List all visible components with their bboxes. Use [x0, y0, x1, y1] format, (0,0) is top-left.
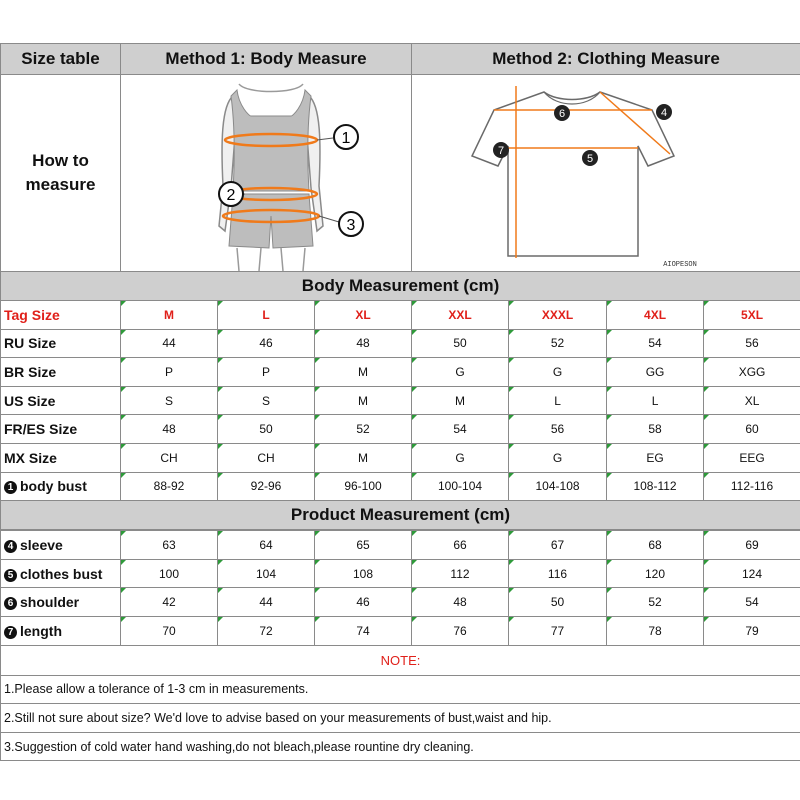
- body-measurement-row-label: [1, 358, 121, 387]
- how-to-line1: How to: [32, 151, 89, 170]
- note-row: [1, 645, 800, 675]
- product-measurement-value-cell: 77: [509, 616, 607, 645]
- body-marker-1: [317, 125, 358, 149]
- body-measurement-row-label: [1, 472, 121, 501]
- body-measurement-value-cell: G: [412, 443, 509, 472]
- body-measurement-value-cell: CH: [218, 443, 315, 472]
- body-measurement-value-cell: 56: [509, 415, 607, 444]
- body-figure-illustration: [121, 76, 459, 271]
- clothing-measure-figure: [412, 75, 800, 272]
- product-measurement-row-label-text: clothes bust: [20, 565, 103, 582]
- product-measurement-value-cell: 63: [121, 531, 218, 560]
- body-measurement-value-cell: XGG: [704, 358, 800, 387]
- body-measurement-value-cell: S: [121, 386, 218, 415]
- product-measurement-row: [1, 531, 800, 560]
- product-measurement-row-label-text: length: [20, 622, 62, 639]
- product-measurement-row: [1, 559, 800, 588]
- body-measurement-value-cell: EG: [607, 443, 704, 472]
- body-measurement-value-cell: P: [121, 358, 218, 387]
- tag-size-cell: 5XL: [704, 301, 800, 330]
- product-measurement-rows: [1, 531, 800, 645]
- product-measurement-value-cell: 72: [218, 616, 315, 645]
- product-measurement-value-cell: 116: [509, 559, 607, 588]
- product-measurement-row-label: [1, 588, 121, 617]
- body-measurement-value-cell: EEG: [704, 443, 800, 472]
- svg-text:1: 1: [341, 129, 351, 147]
- product-measurement-row: [1, 588, 800, 617]
- shirt-marker-6: [554, 105, 570, 121]
- tag-size-cell: 4XL: [607, 301, 704, 330]
- product-measurement-value-cell: 76: [412, 616, 509, 645]
- body-measurement-row: [1, 443, 800, 472]
- body-measurement-row-label-text: FR/ES Size: [4, 421, 78, 438]
- marker-number-icon: 4: [4, 540, 17, 553]
- body-measurement-value-cell: S: [218, 386, 315, 415]
- body-measurement-value-cell: XL: [704, 386, 800, 415]
- product-measurement-value-cell: 68: [607, 531, 704, 560]
- brand-label: AIOPESON: [663, 260, 697, 269]
- svg-text:7: 7: [497, 144, 505, 157]
- product-measurement-value-cell: 65: [315, 531, 412, 560]
- product-measurement-value-cell: 46: [315, 588, 412, 617]
- body-measurement-row-label-text: RU Size: [4, 335, 57, 352]
- body-measurement-row-label: [1, 443, 121, 472]
- product-measurement-header: [1, 501, 800, 530]
- tag-size-cell: M: [121, 301, 218, 330]
- body-measurement-value-cell: 108-112: [607, 472, 704, 501]
- body-measurement-title: Body Measurement (cm): [1, 272, 800, 301]
- body-measurement-value-cell: 48: [121, 415, 218, 444]
- product-measurement-value-cell: 42: [121, 588, 218, 617]
- body-measurement-value-cell: CH: [121, 443, 218, 472]
- body-measurement-value-cell: 96-100: [315, 472, 412, 501]
- product-measurement-value-cell: 64: [218, 531, 315, 560]
- body-measurement-row: [1, 415, 800, 444]
- body-measurement-value-cell: 52: [315, 415, 412, 444]
- note-line-2: 2.Still not sure about size? We'd love to advise based on your measurements of bust,waist and hip.: [1, 704, 800, 733]
- product-measurement-row-label: [1, 531, 121, 560]
- body-measure-figure: [121, 75, 412, 272]
- body-measurement-row: [1, 386, 800, 415]
- product-measurement-row-label-text: shoulder: [20, 594, 80, 611]
- product-measurement-title: Product Measurement (cm): [1, 501, 800, 530]
- body-measurement-value-cell: 54: [412, 415, 509, 444]
- shirt-figure-illustration: [412, 76, 752, 271]
- body-measurement-row: [1, 358, 800, 387]
- body-measurement-row-label-text: body bust: [20, 478, 87, 495]
- body-measurement-value-cell: 92-96: [218, 472, 315, 501]
- marker-number-icon: 7: [4, 626, 17, 639]
- body-measurement-value-cell: GG: [607, 358, 704, 387]
- body-measurement-value-cell: 58: [607, 415, 704, 444]
- note-line-row: [1, 675, 800, 704]
- product-measurement-value-cell: 79: [704, 616, 800, 645]
- body-measurement-value-cell: M: [315, 443, 412, 472]
- product-measurement-value-cell: 74: [315, 616, 412, 645]
- body-measurement-value-cell: G: [509, 358, 607, 387]
- body-measurement-row: [1, 472, 800, 501]
- body-measurement-value-cell: 50: [218, 415, 315, 444]
- header-row: [1, 44, 800, 75]
- body-measurement-value-cell: 48: [315, 329, 412, 358]
- product-measurement-value-cell: 78: [607, 616, 704, 645]
- note-line-1: 1.Please allow a tolerance of 1-3 cm in measurements.: [1, 675, 800, 704]
- marker-number-icon: 1: [4, 481, 17, 494]
- note-line-row: [1, 704, 800, 733]
- product-measurement-value-cell: 100: [121, 559, 218, 588]
- shirt-marker-5: [582, 150, 598, 166]
- how-to-line2: measure: [25, 175, 96, 194]
- body-measurement-value-cell: G: [412, 358, 509, 387]
- method2-title: Method 2: Clothing Measure: [412, 44, 800, 75]
- note-line-3: 3.Suggestion of cold water hand washing,do not bleach,please rountine dry cleaning.: [1, 732, 800, 761]
- product-measurement-row-label: [1, 559, 121, 588]
- product-measurement-value-cell: 67: [509, 531, 607, 560]
- product-measurement-row-label-text: sleeve: [20, 536, 63, 553]
- body-measurement-row-label: [1, 329, 121, 358]
- body-measurement-value-cell: G: [509, 443, 607, 472]
- product-measurement-value-cell: 69: [704, 531, 800, 560]
- size-chart: [0, 43, 800, 761]
- body-measurement-value-cell: P: [218, 358, 315, 387]
- body-measurement-row-label: [1, 415, 121, 444]
- method1-title: Method 1: Body Measure: [121, 44, 412, 75]
- body-measurement-value-cell: 112-116: [704, 472, 800, 501]
- shirt-marker-4: [656, 104, 672, 120]
- tag-size-cell: XXL: [412, 301, 509, 330]
- svg-text:6: 6: [558, 107, 566, 120]
- svg-text:5: 5: [586, 152, 594, 165]
- svg-text:3: 3: [346, 216, 356, 234]
- shirt-marker-7: [493, 142, 509, 158]
- body-measurement-value-cell: 52: [509, 329, 607, 358]
- product-measurement-value-cell: 44: [218, 588, 315, 617]
- product-measurement-value-cell: 48: [412, 588, 509, 617]
- tag-size-row: [1, 301, 800, 330]
- body-measurement-row-label: [1, 386, 121, 415]
- product-measurement-value-cell: 52: [607, 588, 704, 617]
- how-to-row: [1, 75, 800, 272]
- body-measurement-value-cell: 50: [412, 329, 509, 358]
- product-measurement-row: [1, 616, 800, 645]
- body-measurement-value-cell: 56: [704, 329, 800, 358]
- note-title: NOTE:: [1, 645, 800, 675]
- body-measurement-value-cell: 46: [218, 329, 315, 358]
- svg-text:2: 2: [226, 186, 236, 204]
- body-measurement-value-cell: 100-104: [412, 472, 509, 501]
- body-measurement-value-cell: M: [412, 386, 509, 415]
- svg-text:4: 4: [660, 106, 668, 119]
- body-measurement-value-cell: 104-108: [509, 472, 607, 501]
- body-measurement-row-label-text: MX Size: [4, 449, 57, 466]
- body-measurement-value-cell: 60: [704, 415, 800, 444]
- body-measurement-value-cell: L: [509, 386, 607, 415]
- product-measurement-value-cell: 120: [607, 559, 704, 588]
- body-measurement-row-label-text: US Size: [4, 392, 56, 409]
- marker-number-icon: 6: [4, 597, 17, 610]
- body-measurement-row-label-text: BR Size: [4, 363, 57, 380]
- product-measurement-value-cell: 50: [509, 588, 607, 617]
- product-measurement-row-label: [1, 616, 121, 645]
- product-measurement-value-cell: 104: [218, 559, 315, 588]
- body-marker-3: [319, 212, 363, 236]
- body-measurement-value-cell: 54: [607, 329, 704, 358]
- body-measurement-value-cell: 44: [121, 329, 218, 358]
- product-measurement-value-cell: 54: [704, 588, 800, 617]
- body-measurement-value-cell: L: [607, 386, 704, 415]
- how-to-label: [1, 75, 121, 272]
- body-measurement-value-cell: 88-92: [121, 472, 218, 501]
- body-measurement-value-cell: M: [315, 358, 412, 387]
- note-line-row: [1, 732, 800, 761]
- product-measurement-value-cell: 70: [121, 616, 218, 645]
- tag-size-cell: XXXL: [509, 301, 607, 330]
- product-measurement-value-cell: 124: [704, 559, 800, 588]
- body-measurement-rows: [1, 329, 800, 501]
- product-measurement-value-cell: 112: [412, 559, 509, 588]
- body-measurement-value-cell: M: [315, 386, 412, 415]
- body-measurement-row: [1, 329, 800, 358]
- tag-size-label: Tag Size: [1, 301, 121, 330]
- tag-size-cell: XL: [315, 301, 412, 330]
- size-table-title: Size table: [1, 44, 121, 75]
- product-measurement-value-cell: 66: [412, 531, 509, 560]
- product-measurement-value-cell: 108: [315, 559, 412, 588]
- product-table: [0, 530, 800, 761]
- marker-number-icon: 5: [4, 569, 17, 582]
- size-table: [0, 43, 800, 530]
- body-measurement-header: [1, 272, 800, 301]
- tag-size-cell: L: [218, 301, 315, 330]
